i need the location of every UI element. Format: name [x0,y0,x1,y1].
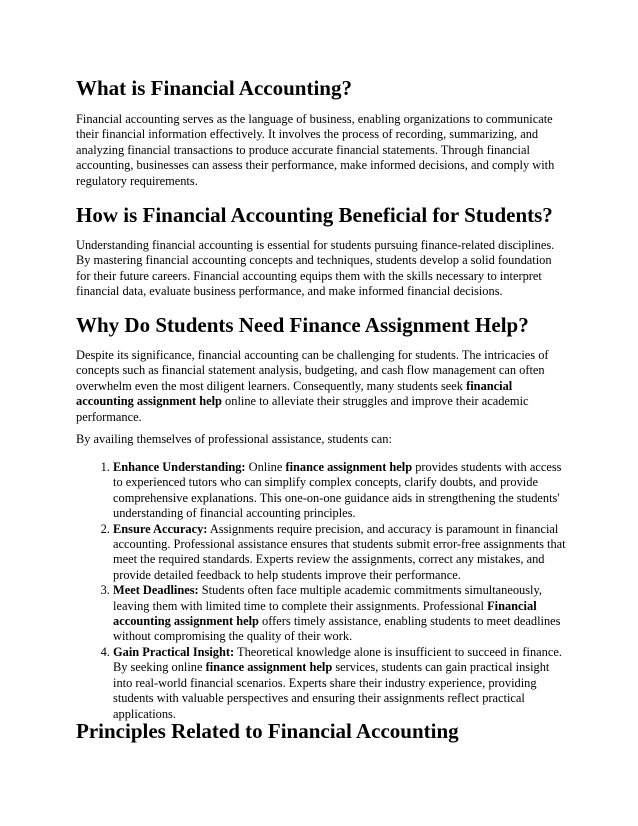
list-item-title: Enhance Understanding: [113,460,246,474]
list-item-title: Ensure Accuracy: [113,521,208,536]
list-item-text: Online [245,460,286,474]
list-item-ensure-accuracy [113,522,566,584]
list-item-meet-deadlines [113,583,566,645]
list-item-text: Assignments require precision, and accuracy is paramount in financial accounting. Professional assistance ensures that students submit error-free assignments that meet the required standards. Experts review the assignments, correct any mistakes, and provide detailed feedback to help students improve their performance. [113,521,566,582]
list-item-enhance-understanding [113,460,566,522]
heading-benefits-for-students: How is Financial Accounting Beneficial for Students? [76,203,553,227]
paragraph-benefits-for-students: Understanding financial accounting is essential for students pursuing finance-related disciplines. By mastering financial accounting concepts and techniques, students develop a solid foundation for their future careers. Financial accounting equips them with the skills necessary to interpret financial data, evaluate business performance, and make informed financial decisions. [76,238,555,299]
heading-why-students-need-help: Why Do Students Need Finance Assignment Help? [76,313,529,337]
bold-phrase: Financial accounting assignment help [113,598,537,629]
benefits-list [76,460,566,722]
paragraph-why-students-need-help [76,348,566,425]
paragraph-list-intro: By availing themselves of professional assistance, students can: [76,432,392,446]
list-item-text: Theoretical knowledge alone is insufficient to succeed in finance. By seeking online [113,644,562,675]
list-item-title: Meet Deadlines: [113,583,199,598]
paragraph-financial-accounting-definition: Financial accounting serves as the language of business, enabling organizations to communicate their financial information effectively. It involves the process of recording, summarizing, and analyzing financial transactions to produce accurate financial statements. Through financial accounting, businesses can assess their performance, make informed decisions, and comply with regulatory requirements. [76,112,555,188]
paragraph-text: Despite its significance, financial accounting can be challenging for students. The intricacies of concepts such as financial statement analysis, budgeting, and cash flow management can often overwhelm even the most diligent learners. Consequently, many students seek [76,348,549,393]
heading-what-is-financial-accounting: What is Financial Accounting? [76,76,352,100]
list-item-text: offers timely assistance, enabling students to meet deadlines without compromising the quality of their work. [113,614,561,644]
list-item-text: Students often face multiple academic commitments simultaneously, leaving them with limited time to complete their assignments. Professional [113,583,542,613]
paragraph-text: online to alleviate their struggles and improve their academic performance. [76,394,529,424]
bold-phrase: financial accounting assignment help [76,378,513,409]
bold-phrase: finance assignment help [285,460,413,474]
list-item-text: services, students can gain practical insight into real-world financial scenarios. Experts share their industry experience, providing students with valuable perspectives and ensuring their assignments reflect practical applications. [113,660,550,721]
list-item-text: provides students with access to experienced tutors who can simplify complex concepts, clarify doubts, and provide comprehensive explanations. This one-on-one guidance aids in strengthening the students' understanding of financial accounting principles. [113,460,562,521]
heading-principles: Principles Related to Financial Accounting [76,719,459,743]
list-item-title: Gain Practical Insight: [113,644,235,659]
bold-phrase: finance assignment help [205,660,333,675]
list-item-gain-practical-insight [113,645,566,722]
